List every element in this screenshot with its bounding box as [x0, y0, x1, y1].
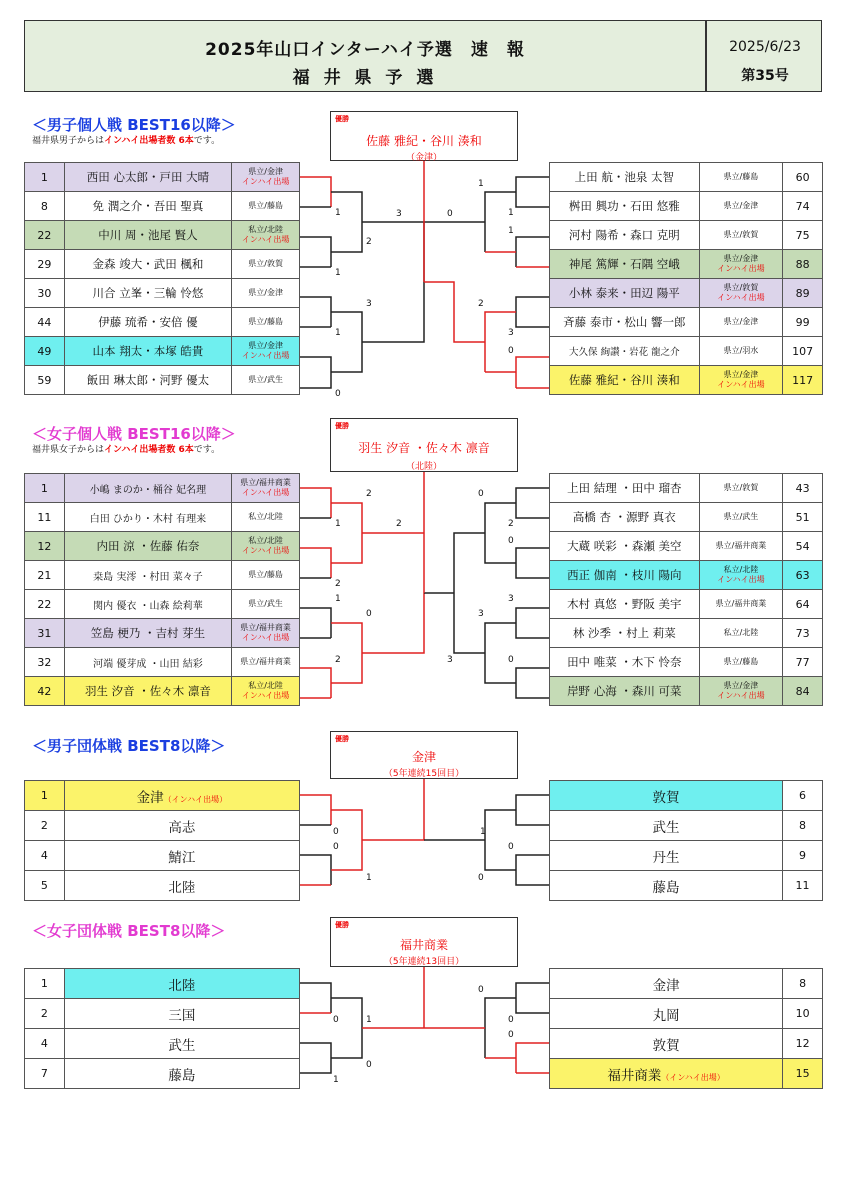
player-row: 1 小嶋 まのか・桶谷 妃名理 県立/福井商業 インハイ出場 [25, 474, 300, 503]
team-row: 4 武生 [25, 1029, 300, 1059]
bracket-line [300, 548, 331, 578]
team-row: 丹生 9 [550, 841, 823, 871]
bracket-line [300, 855, 331, 885]
report-date: 2025/6/23 [729, 39, 801, 55]
match-score: 2 [335, 579, 341, 589]
player-row: 桝田 興功・石田 悠雅 県立/金津 74 [550, 192, 823, 221]
match-score: 2 [508, 519, 514, 529]
player-row: 岸野 心海 ・森川 可菜 県立/金津 インハイ出場 84 [550, 677, 823, 706]
player-row: 1 西田 心太郎・戸田 大晴 県立/金津 インハイ出場 [25, 163, 300, 192]
bracket-line [424, 282, 485, 342]
bracket-line [331, 810, 362, 870]
report-title: 2025年山口インターハイ予選 速 報 [205, 40, 525, 60]
player-row: 上田 結理 ・田中 瑠杏 県立/敦賀 43 [550, 474, 823, 503]
bracket-line [485, 192, 516, 252]
champion-label: 優勝 [335, 422, 349, 430]
report-subtitle: 福 井 県 予 選 [292, 68, 438, 88]
match-score: 0 [333, 842, 339, 852]
match-score: 3 [478, 609, 484, 619]
bracket-line [331, 312, 362, 372]
bracket-line [516, 855, 549, 885]
player-row: 59 飯田 琳太郎・河野 優太 県立/武生 [25, 366, 300, 395]
player-row: 42 羽生 汐音 ・佐々木 凛音 私立/北陸 インハイ出場 [25, 677, 300, 706]
girls-team-title: ＜女子団体戦 BEST8以降＞ [32, 922, 226, 940]
bracket-line [485, 312, 516, 372]
player-row: 11 白田 ひかり・木村 有理来 私立/北陸 [25, 503, 300, 532]
bracket-line [331, 503, 362, 563]
match-score: 3 [508, 594, 514, 604]
match-score: 0 [478, 873, 484, 883]
bracket-line [516, 548, 549, 578]
team-row: 藤島 11 [550, 871, 823, 901]
team-row: 金津 8 [550, 969, 823, 999]
bracket-line [362, 533, 424, 653]
bracket-line [300, 795, 331, 825]
bracket-line [516, 983, 549, 1013]
bracket-line [331, 623, 362, 683]
champion-school: （北陸） [405, 462, 442, 472]
player-row: 21 桒島 実澪 ・村田 菜々子 県立/藤島 [25, 561, 300, 590]
bracket-line [362, 779, 424, 840]
player-row: 西正 伽南 ・枝川 陽向 私立/北陸 インハイ出場 63 [550, 561, 823, 590]
girls-individual-title: ＜女子個人戦 BEST16以降＞ [32, 425, 236, 443]
champion-school: （金津） [405, 153, 442, 163]
player-row: 22 関内 優衣 ・山森 絵莉華 県立/武生 [25, 590, 300, 619]
player-row: 神尾 篤輝・石隅 空峨 県立/金津 インハイ出場 88 [550, 250, 823, 279]
bracket-line [485, 998, 516, 1058]
team-row: 敦賀 12 [550, 1029, 823, 1059]
match-score: 0 [508, 1030, 514, 1040]
player-row: 小林 泰来・田辺 陽平 県立/敦賀 インハイ出場 89 [550, 279, 823, 308]
match-score: 2 [366, 237, 372, 247]
player-row: 22 中川 周・池尾 賢人 私立/北陸 インハイ出場 [25, 221, 300, 250]
player-row: 49 山本 翔太・本塚 皓貴 県立/金津 インハイ出場 [25, 337, 300, 366]
match-score: 1 [335, 328, 341, 338]
bracket-line [331, 192, 362, 252]
match-score: 0 [478, 489, 484, 499]
match-score: 1 [508, 208, 514, 218]
bracket-line [516, 795, 549, 825]
player-row: 30 川合 立峯・三輪 怜悠 県立/金津 [25, 279, 300, 308]
player-row: 斉藤 泰市・松山 響一郎 県立/金津 99 [550, 308, 823, 337]
match-score: 0 [508, 655, 514, 665]
team-row: 武生 8 [550, 811, 823, 841]
champion-sub: （5年連続15回目） [383, 769, 465, 779]
match-score: 0 [366, 609, 372, 619]
match-score: 2 [478, 299, 484, 309]
bracket-line [300, 297, 331, 327]
match-score: 2 [335, 655, 341, 665]
match-score: 0 [478, 985, 484, 995]
player-row: 12 内田 涼 ・佐藤 佑奈 私立/北陸 インハイ出場 [25, 532, 300, 561]
team-row: 5 北陸 [25, 871, 300, 901]
match-score: 0 [508, 842, 514, 852]
bracket-line [516, 608, 549, 638]
bracket-line [485, 623, 516, 683]
bracket-line [516, 177, 549, 207]
boys-team-title: ＜男子団体戦 BEST8以降＞ [32, 737, 226, 755]
bracket-line [300, 1043, 331, 1073]
match-score: 1 [333, 1075, 339, 1085]
bracket-line [516, 668, 549, 698]
player-row: 32 河端 優芽成 ・山田 結彩 県立/福井商業 [25, 648, 300, 677]
champion-label: 優勝 [335, 115, 349, 123]
champion-name: 羽生 汐音 ・佐々木 凛音 [358, 441, 490, 455]
boys-individual-title: ＜男子個人戦 BEST16以降＞ [32, 116, 236, 134]
match-score: 1 [508, 226, 514, 236]
team-row: 敦賀 6 [550, 781, 823, 811]
player-row: 木村 真悠 ・野阪 美宇 県立/福井商業 64 [550, 590, 823, 619]
player-row: 高橋 杏 ・源野 真衣 県立/武生 51 [550, 503, 823, 532]
match-score: 1 [480, 827, 486, 837]
match-score: 0 [508, 346, 514, 356]
team-row: 2 三国 [25, 999, 300, 1029]
match-score: 1 [366, 1015, 372, 1025]
match-score: 1 [366, 873, 372, 883]
bracket-line [516, 297, 549, 327]
team-row: 福井商業（インハイ出場） 15 [550, 1059, 823, 1089]
match-score: 1 [335, 208, 341, 218]
champion-sub: （5年連続13回目） [383, 957, 465, 967]
team-row: 1 北陸 [25, 969, 300, 999]
match-score: 3 [508, 328, 514, 338]
player-row: 31 笠島 梗乃 ・吉村 芽生 県立/福井商業 インハイ出場 [25, 619, 300, 648]
champion-label: 優勝 [335, 921, 349, 929]
team-row: 7 藤島 [25, 1059, 300, 1089]
bracket-line [300, 177, 331, 207]
player-row: 44 伊藤 琉希・安倍 優 県立/藤島 [25, 308, 300, 337]
match-score: 0 [366, 1060, 372, 1070]
bracket-line [516, 488, 549, 518]
team-row: 2 高志 [25, 811, 300, 841]
bracket-line [300, 668, 331, 698]
match-score: 3 [366, 299, 372, 309]
bracket-line [300, 237, 331, 267]
issue-number: 第35号 [741, 68, 789, 84]
bracket-line [331, 998, 362, 1058]
match-score: 0 [333, 1015, 339, 1025]
team-row: 4 鯖江 [25, 841, 300, 871]
bracket-line [485, 503, 516, 563]
player-row: 上田 航・池泉 太智 県立/藤島 60 [550, 163, 823, 192]
match-score: 1 [335, 594, 341, 604]
player-row: 林 沙季 ・村上 莉菜 私立/北陸 73 [550, 619, 823, 648]
match-score: 1 [335, 268, 341, 278]
champion-label: 優勝 [335, 735, 349, 743]
champion-name: 佐藤 雅紀・谷川 湊和 [366, 134, 482, 148]
match-score: 0 [508, 536, 514, 546]
team-row: 1 金津（インハイ出場） [25, 781, 300, 811]
bracket-line [300, 983, 331, 1013]
player-row: 大久保 絢讃・岩花 龍之介 県立/羽水 107 [550, 337, 823, 366]
player-row: 河村 陽希・森口 克明 県立/敦賀 75 [550, 221, 823, 250]
player-row: 佐藤 雅紀・谷川 湊和 県立/金津 インハイ出場 117 [550, 366, 823, 395]
match-score: 2 [396, 519, 402, 529]
match-score: 3 [396, 209, 402, 219]
player-row: 田中 唯菜 ・木下 怜奈 県立/藤島 77 [550, 648, 823, 677]
match-score: 1 [478, 179, 484, 189]
champion-name: 福井商業 [399, 938, 448, 952]
girls-individual-note: 福井県女子からはインハイ出場者数 6本です。 [32, 445, 221, 455]
bracket-line [300, 357, 331, 388]
bracket-line [300, 608, 331, 638]
match-score: 3 [447, 655, 453, 665]
bracket-line [516, 1043, 549, 1073]
bracket-line [300, 488, 331, 518]
bracket-line [485, 810, 516, 870]
match-score: 1 [335, 519, 341, 529]
match-score: 0 [335, 389, 341, 399]
match-score: 2 [366, 489, 372, 499]
champion-name: 金津 [411, 750, 436, 764]
bracket-line [362, 967, 485, 1028]
match-score: 0 [333, 827, 339, 837]
team-row: 丸岡 10 [550, 999, 823, 1029]
player-row: 8 免 潤之介・吾田 聖真 県立/藤島 [25, 192, 300, 221]
player-row: 29 金森 竣大・武田 楓和 県立/敦賀 [25, 250, 300, 279]
bracket-line [516, 237, 549, 267]
bracket-line [516, 357, 549, 388]
bracket-line [454, 533, 485, 653]
match-score: 0 [447, 209, 453, 219]
boys-individual-note: 福井県男子からはインハイ出場者数 6本です。 [32, 136, 221, 146]
match-score: 0 [508, 1015, 514, 1025]
player-row: 大蔵 咲彩 ・森瀬 美空 県立/福井商業 54 [550, 532, 823, 561]
